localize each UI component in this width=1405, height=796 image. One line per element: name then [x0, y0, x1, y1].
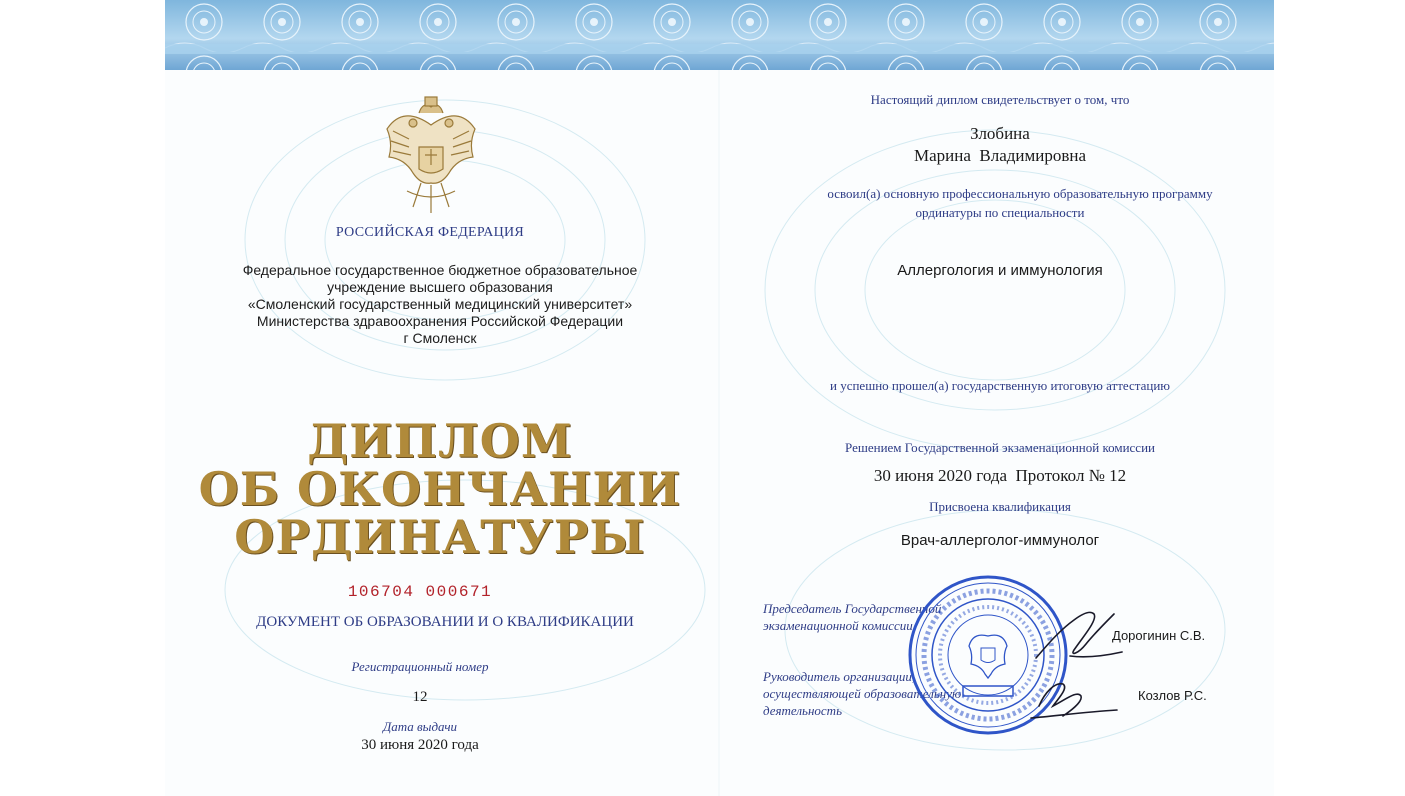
issue-date-label: Дата выдачи — [382, 719, 458, 734]
diploma-title-line-1: ДИПЛОМ — [307, 414, 573, 468]
protocol-line: 30 июня 2020 года Протокол № 12 — [873, 466, 1127, 485]
document-kind: ДОКУМЕНТ ОБ ОБРАЗОВАНИИ И О КВАЛИФИКАЦИИ — [256, 614, 634, 630]
security-pattern-band — [165, 0, 1274, 70]
diploma-document — [165, 0, 1274, 796]
program-line-1: освоил(а) основную профессиональную образовательную программу — [827, 186, 1213, 201]
graduate-surname: Злобина — [970, 124, 1030, 143]
chair-label-line-2: экзаменационной комиссии — [763, 618, 913, 633]
diploma-title-line-3: ОРДИНАТУРЫ — [234, 510, 646, 564]
institution-line-4: Министерства здравоохранения Российской Федерации — [256, 313, 624, 329]
qualification: Врач-аллерголог-иммунолог — [900, 532, 1100, 549]
institution-line-1: Федеральное государственное бюджетное образовательное — [242, 262, 638, 278]
head-signature — [1025, 672, 1120, 724]
program-line-2: ординатуры по специальности — [915, 205, 1085, 220]
head-label-line-2: осуществляющей образовательную — [763, 686, 962, 701]
diploma-title-line-2: ОБ ОКОНЧАНИИ — [198, 462, 682, 516]
attestation-text: и успешно прошел(а) государственную итоговую аттестацию — [829, 378, 1170, 393]
head-label-line-1: Руководитель организации, — [763, 669, 916, 684]
qualification-label: Присвоена квалификация — [929, 499, 1071, 514]
graduate-given-names: Марина Владимировна — [913, 146, 1087, 165]
chair-name: Дорогинин С.В. — [1112, 628, 1206, 643]
registration-number: 12 — [412, 689, 428, 705]
country-name: РОССИЙСКАЯ ФЕДЕРАЦИЯ — [335, 225, 525, 240]
institution-line-5: г Смоленск — [403, 330, 477, 346]
institution-line-2: учреждение высшего образования — [327, 279, 553, 295]
head-name: Козлов Р.С. — [1138, 688, 1207, 703]
chair-label-line-1: Председатель Государственной — [763, 601, 942, 616]
certifies-intro: Настоящий диплом свидетельствует о том, что — [870, 92, 1130, 107]
double-headed-eagle-emblem-icon — [383, 95, 479, 217]
specialty: Аллергология и иммунология — [897, 262, 1103, 279]
chair-signature — [1030, 604, 1125, 666]
commission-decision: Решением Государственной экзаменационной комиссии — [845, 440, 1155, 455]
head-label-line-3: деятельность — [763, 703, 842, 718]
registration-label: Регистрационный номер — [351, 659, 489, 674]
institution-line-3: «Смоленский государственный медицинский университет» — [247, 296, 633, 312]
serial-number: 106704 000671 — [347, 583, 493, 601]
issue-date: 30 июня 2020 года — [361, 737, 479, 753]
